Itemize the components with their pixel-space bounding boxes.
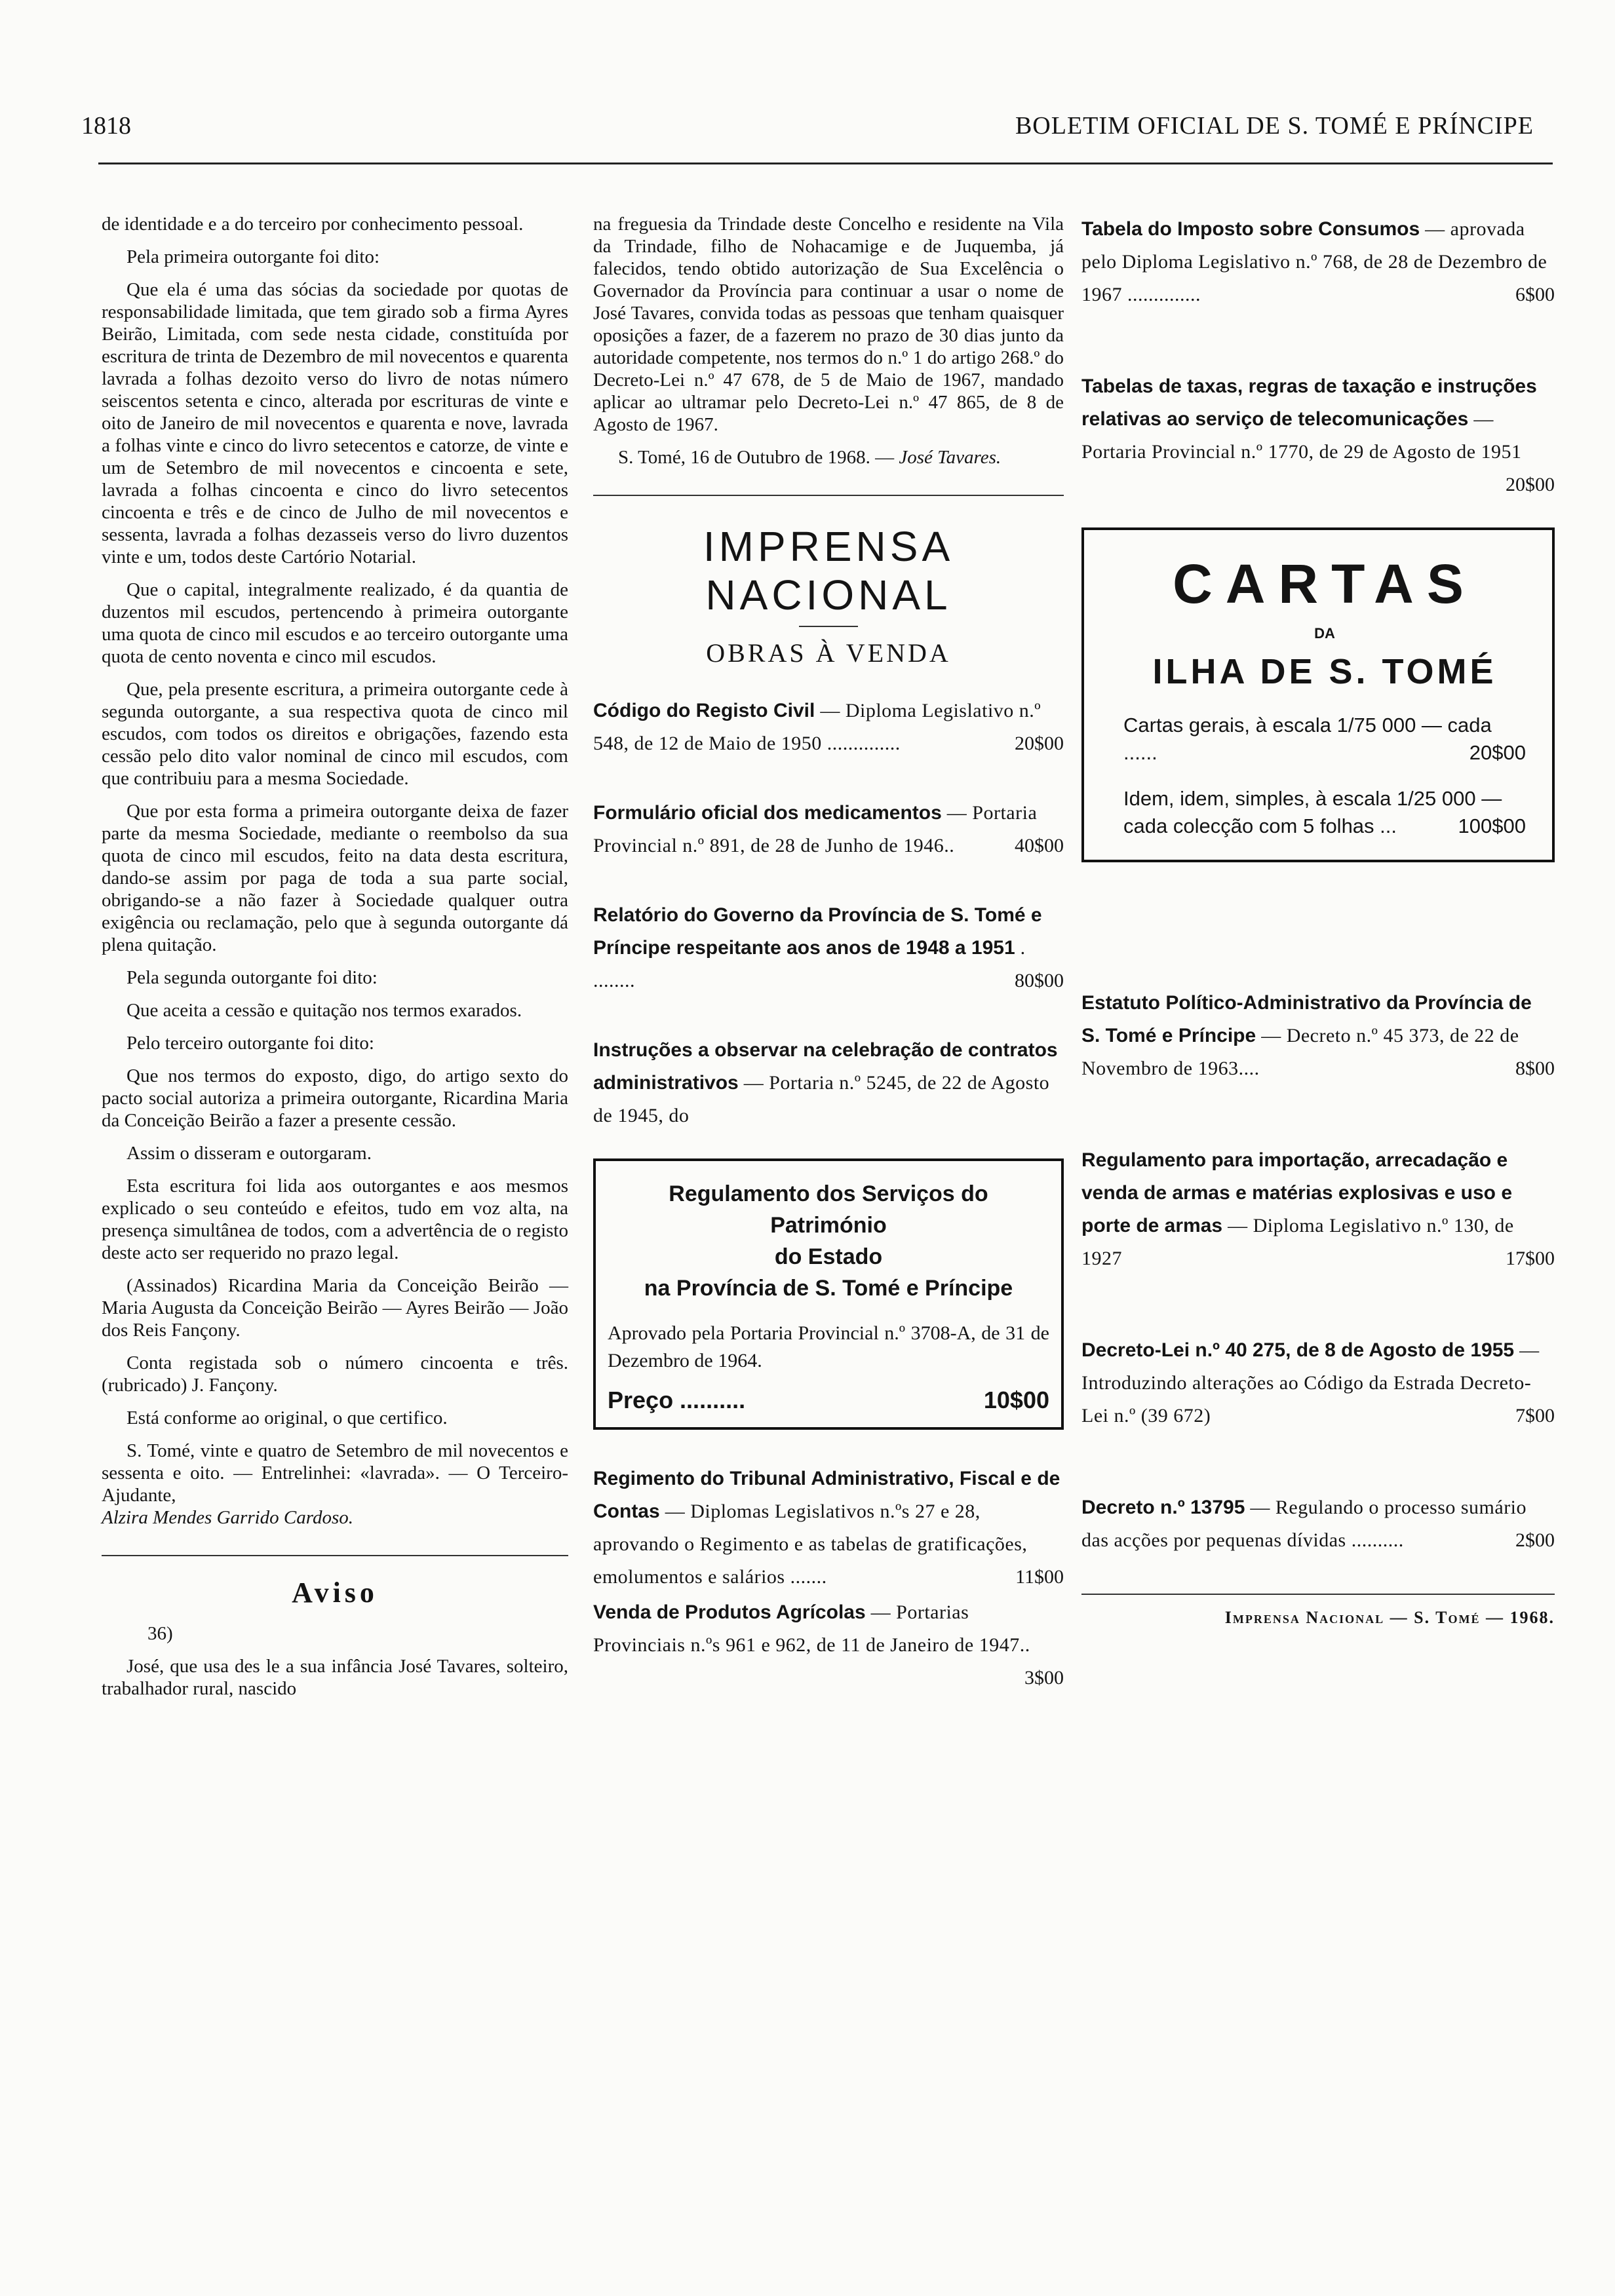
paragraph: (Assinados) Ricardina Maria da Conceição Beirão — Maria Augusta da Conceição Beirão — Ayres Beirão — João dos Reis Fançony.: [102, 1275, 568, 1341]
box-text: Aprovado pela Portaria Provincial n.º 3708-A, de 31 de Dezembro de 1964.: [608, 1322, 1049, 1371]
cartas-title: CARTAS: [1173, 553, 1477, 615]
column-middle: [593, 213, 1064, 1698]
item-price: 2$00: [1515, 1529, 1555, 1551]
item-title: Decreto n.º 13795: [1081, 1497, 1245, 1518]
list-item: [593, 695, 1064, 760]
paragraph: Conta registada sob o número cincoenta e três. (rubricado) J. Fançony.: [102, 1352, 568, 1396]
short-rule: [799, 626, 858, 627]
paragraph: Pelo terceiro outorgante foi dito:: [126, 1033, 374, 1054]
item-title: Tabelas de taxas, regras de taxação e instruções relativas ao serviço de telecomunicações: [1081, 375, 1537, 430]
paragraph: na freguesia da Trindade deste Concelho e residente na Vila da Trindade, filho de Nohacamige e de Juquemba, já falecidos, tendo obtido autorização de Sua Excelência o Governador da Província para continuar a usar o nome de José Tavares, convida todas as pessoas que tenham quaisquer oposições a fazer, de a fazerem no prazo de 30 dias junto da autoridade competente, nos termos do n.º 1 do artigo 268.º do Decreto-Lei n.º 47 678, de 5 de Maio de 1967, mandado aplicar ao ultramar pelo Decreto-Lei n.º 47 865, de 8 de Agosto de 1967.: [593, 214, 1064, 435]
item-price: 11$00: [1015, 1566, 1064, 1588]
item-price: 20$00: [1506, 474, 1555, 495]
aviso-text: José, que usa des le a sua infância José Tavares, solteiro, trabalhador rural, nascido: [102, 1656, 568, 1699]
page-number: 1818: [81, 112, 131, 140]
item-price: 17$00: [1506, 1248, 1555, 1269]
list-item: [593, 797, 1064, 862]
column-left: [102, 213, 568, 1710]
paragraph: Pela segunda outorgante foi dito:: [126, 967, 378, 988]
box-price-label: Preço ..........: [608, 1387, 746, 1413]
list-item: [1081, 1144, 1555, 1275]
box-price-row: [608, 1387, 1049, 1414]
obras-subtitle: OBRAS À VENDA: [706, 638, 951, 668]
cartas-da: DA: [1314, 625, 1335, 641]
item-title: Estatuto Político-Administrativo da Província de S. Tomé e Príncipe: [1081, 992, 1532, 1046]
regulamento-box: [593, 1158, 1064, 1430]
box-title-line: na Província de S. Tomé e Príncipe: [644, 1276, 1013, 1301]
aviso-title: Aviso: [292, 1577, 378, 1609]
paragraph: S. Tomé, vinte e quatro de Setembro de mil novecentos e sessenta e oito. — Entrelinhei: «lavrada». — O Terceiro-Ajudante,: [102, 1440, 568, 1506]
cartas-line: [1123, 712, 1526, 767]
date-signature: José Tavares.: [899, 447, 1002, 468]
paragraph: Que ela é uma das sócias da sociedade por quotas de responsabilidade limitada, que tem girado sob a firma Ayres Beirão, Limitada, com sede nesta cidade, constituída por escritura de trinta de Dezembro de mil novecentos e quarenta lavrada a folhas dezoito verso do livro de notas número seiscentos setenta e cinco, alterada por escrituras de vinte e oito de Janeiro de mil novecentos e quarenta e nove, lavrada a folhas vinte e cinco do livro setecentos e catorze, de vinte e um de Setembro de mil novecentos e cincoenta e sete, lavrada a folhas cincoenta e cinco do livro setecentos cincoenta e três e de cinco de Julho de mil novecentos e sessenta, lavrada a folhas dezasseis verso do livro duzentos vinte e um, todos deste Cartório Notarial.: [102, 279, 568, 567]
item-desc: — Portarias Provinciais n.ºs 961 e 962, de 11 de Janeiro de 1947..: [593, 1601, 1030, 1656]
column-right: [1081, 213, 1555, 1628]
cartas-ilha: ILHA DE S. TOMÉ: [1152, 652, 1497, 691]
item-price: 3$00: [1024, 1667, 1064, 1689]
item-price: 20$00: [1015, 733, 1064, 754]
paragraph: Assim o disseram e outorgaram.: [126, 1143, 372, 1164]
list-item: [1081, 1491, 1555, 1557]
list-item: [593, 1463, 1064, 1594]
box-price: 10$00: [983, 1387, 1049, 1413]
item-title: Regimento do Tribunal Administrativo, Fiscal e de Contas: [593, 1468, 1060, 1522]
footer-rule: [1081, 1594, 1555, 1595]
item-desc: . ........: [593, 937, 1026, 991]
section-rule: [593, 495, 1064, 496]
paragraph: Que aceita a cessão e quitação nos termos exarados.: [126, 1000, 522, 1021]
signature: Alzira Mendes Garrido Cardoso.: [102, 1507, 353, 1528]
cartas-price: 100$00: [1458, 814, 1526, 837]
cartas-desc: Cartas gerais, à escala 1/75 000 — cada ......: [1123, 714, 1492, 764]
header-rule: [98, 163, 1553, 164]
date-text: S. Tomé, 16 de Outubro de 1968. —: [618, 447, 895, 468]
aviso-number: 36): [147, 1623, 173, 1644]
list-item: [1081, 213, 1555, 311]
list-item: [1081, 1334, 1555, 1432]
item-desc: — Regulando o processo sumário das acções por pequenas dívidas ..........: [1081, 1497, 1527, 1551]
cartas-desc: Idem, idem, simples, à escala 1/25 000 — cada colecção com 5 folhas ...: [1123, 787, 1502, 837]
cartas-price: 20$00: [1469, 741, 1526, 764]
item-price: 7$00: [1515, 1405, 1555, 1426]
item-desc: — Diplomas Legislativos n.ºs 27 e 28, aprovando o Regimento e as tabelas de gratificações, emolumentos e salários .......: [593, 1501, 1028, 1588]
paragraph: de identidade e a do terceiro por conhecimento pessoal.: [102, 214, 524, 235]
paragraph: Esta escritura foi lida aos outorgantes e aos mesmos explicado o seu conteúdo e efeitos, tudo em voz alta, na presença simultânea de todos, com a advertência de o registo deste acto ser requerido no prazo legal.: [102, 1176, 568, 1263]
box-title-line: do Estado: [774, 1244, 883, 1269]
item-desc: — Portaria n.º 5245, de 22 de Agosto de 1945, do: [593, 1072, 1050, 1126]
item-title: Venda de Produtos Agrícolas: [593, 1601, 866, 1623]
item-desc: — Diploma Legislativo n.º 548, de 12 de Maio de 1950 ..............: [593, 700, 1041, 754]
cartas-box: [1081, 527, 1555, 862]
section-rule: [102, 1555, 568, 1556]
item-price: 6$00: [1515, 284, 1555, 305]
item-title: Regulamento para importação, arrecadação e venda de armas e matérias explosivas e uso e porte de armas: [1081, 1149, 1513, 1236]
list-item: [593, 1596, 1064, 1689]
date-line: [593, 446, 1064, 469]
item-desc: — aprovada pelo Diploma Legislativo n.º 768, de 28 de Dezembro de 1967 ..............: [1081, 218, 1547, 305]
item-desc: — Diploma Legislativo n.º 130, de 1927: [1081, 1215, 1514, 1269]
item-desc: — Portaria Provincial n.º 891, de 28 de Junho de 1946..: [593, 802, 1038, 856]
item-desc: — Decreto n.º 45 373, de 22 de Novembro de 1963....: [1081, 1025, 1519, 1079]
item-title: Instruções a observar na celebração de contratos administrativos: [593, 1039, 1058, 1094]
paragraph: Que o capital, integralmente realizado, é da quantia de duzentos mil escudos, pertencendo à primeira outorgante uma quota de cinco mil escudos e ao terceiro outorgante uma quota de cento noventa e cinco mil escudos.: [102, 579, 568, 667]
footer-imprint: Imprensa Nacional — S. Tomé — 1968.: [1224, 1608, 1555, 1627]
item-desc: — Portaria Provincial n.º 1770, de 29 de Agosto de 1951: [1081, 408, 1522, 463]
paragraph: Pela primeira outorgante foi dito:: [126, 246, 380, 267]
list-item: [593, 1034, 1064, 1132]
paragraph: Está conforme ao original, o que certifico.: [126, 1407, 448, 1428]
paragraph: Que por esta forma a primeira outorgante deixa de fazer parte da mesma Sociedade, mediante o reembolso da sua quota de cinco mil escudos, feito na data desta escritura, dando-se assim por paga de toda a sua parte social, obrigando-se a não fazer à Sociedade qualquer outra exigência ou reclamação, pelo que à segunda outorgante dá plena quitação.: [102, 801, 568, 955]
list-item: [593, 899, 1064, 997]
item-title: Decreto-Lei n.º 40 275, de 8 de Agosto de 1955: [1081, 1339, 1515, 1361]
item-title: Código do Registo Civil: [593, 700, 815, 721]
imprensa-title: IMPRENSA NACIONAL: [703, 523, 954, 619]
paragraph: Que nos termos do exposto, digo, do artigo sexto do pacto social autoriza a primeira outorgante, Ricardina Maria da Conceição Beirão a fazer a presente cessão.: [102, 1065, 568, 1131]
item-price: 8$00: [1515, 1058, 1555, 1079]
paragraph: Que, pela presente escritura, a primeira outorgante cede à segunda outorgante, a sua respectiva quota de cinco mil escudos, com todos os direitos e obrigações, fazendo esta cessão pelo dito valor nominal de cinco mil escudos, com que contribuiu para a mesma Sociedade.: [102, 679, 568, 789]
journal-title: BOLETIM OFICIAL DE S. TOMÉ E PRÍNCIPE: [1015, 112, 1534, 140]
list-item: [1081, 987, 1555, 1085]
item-title: Relatório do Governo da Província de S. Tomé e Príncipe respeitante aos anos de 1948 a 1951: [593, 904, 1042, 959]
box-title-line: Regulamento dos Serviços do Património: [669, 1181, 988, 1238]
item-title: Formulário oficial dos medicamentos: [593, 802, 942, 824]
item-desc: — Introduzindo alterações ao Código da Estrada Decreto-Lei n.º (39 672): [1081, 1339, 1540, 1426]
item-price: 80$00: [1015, 970, 1064, 991]
cartas-line: [1123, 785, 1526, 840]
item-price: 40$00: [1015, 835, 1064, 856]
list-item: [1081, 370, 1555, 495]
page-header: [81, 111, 1534, 151]
item-title: Tabela do Imposto sobre Consumos: [1081, 218, 1420, 240]
